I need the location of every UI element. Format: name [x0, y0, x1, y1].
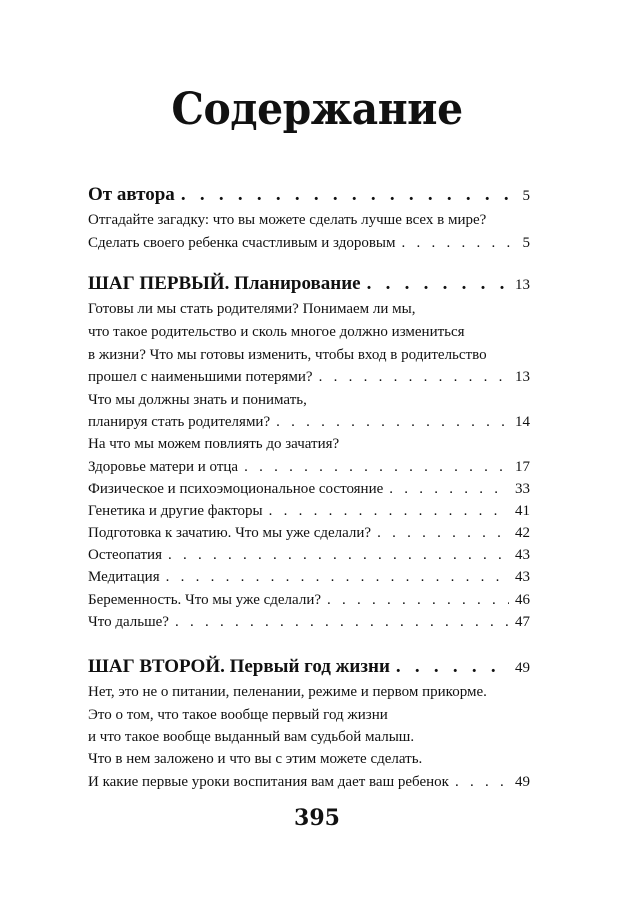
dot-leader: [396, 655, 509, 679]
dot-leader: [327, 590, 509, 610]
toc-page-number: 46: [515, 592, 530, 608]
dot-leader: [181, 183, 510, 207]
toc-page-number: 43: [515, 569, 530, 585]
toc-page-number: 41: [515, 503, 530, 519]
toc-entry-text: От автора: [88, 184, 175, 205]
toc-entry-text: Что мы должны знать и понимать,: [88, 392, 307, 408]
toc-entry-text: Подготовка к зачатию. Что мы уже сделали?: [88, 525, 372, 541]
dot-leader: [455, 772, 509, 792]
toc-page-number: 5: [522, 235, 530, 251]
toc-entry-text: Беременность. Что мы уже сделали?: [88, 592, 322, 608]
dot-leader: [367, 272, 509, 296]
toc-entry-text: Генетика и другие факторы: [88, 503, 263, 519]
toc-entry: [88, 612, 530, 632]
dot-leader: [319, 367, 509, 387]
toc-entry: [88, 705, 530, 725]
toc-page-number: 14: [515, 414, 530, 430]
toc-section-heading: [88, 655, 530, 680]
toc-entry-text: ШАГ ПЕРВЫЙ. Планирование: [88, 273, 361, 294]
toc-entry-text: Что в нем заложено и что вы с этим можете сделать.: [88, 751, 423, 767]
toc-entry: [88, 367, 530, 387]
toc-page-number: 13: [515, 369, 530, 385]
toc-entry: [88, 727, 530, 747]
toc-entry-text: что такое родительство и сколь многое должно измениться: [88, 324, 465, 340]
toc-entry: [88, 590, 530, 610]
toc-entry-text: Здоровье матери и отца: [88, 459, 239, 475]
toc-entry-text: И какие первые уроки воспитания вам дает ваш ребенок: [88, 774, 449, 790]
toc-entry: [88, 210, 530, 230]
toc-entry: [88, 772, 530, 792]
toc-entry-text: планируя стать родителями?: [88, 414, 271, 430]
toc-entry: [88, 412, 530, 432]
toc-entry-text: ШАГ ВТОРОЙ. Первый год жизни: [88, 656, 390, 677]
toc-page-number: 47: [515, 614, 530, 630]
toc-entry: [88, 457, 530, 477]
toc-entry: [88, 322, 530, 342]
toc-entry: [88, 567, 530, 587]
toc-entry: [88, 545, 530, 565]
toc-entry: [88, 390, 530, 410]
toc-entry: [88, 682, 530, 702]
toc-entry: [88, 233, 530, 253]
toc-entry: [88, 749, 530, 769]
toc-page-number: 13: [515, 277, 530, 293]
toc-entry: [88, 523, 530, 543]
dot-leader: [269, 501, 509, 521]
dot-leader: [175, 612, 509, 632]
dot-leader: [166, 567, 509, 587]
dot-leader: [168, 545, 509, 565]
toc-page-number: 49: [515, 774, 530, 790]
toc-entry-text: в жизни? Что мы готовы изменить, чтобы вход в родительство: [88, 347, 487, 363]
page-number: 395: [294, 805, 340, 831]
toc-page-number: 49: [515, 660, 530, 676]
toc-page-number: 33: [515, 481, 530, 497]
toc-page-number: 42: [515, 525, 530, 541]
toc-entry-text: Сделать своего ребенка счастливым и здоровым: [88, 235, 396, 251]
toc-entry: [88, 434, 530, 454]
toc-entry: [88, 501, 530, 521]
toc-entry-text: прошел с наименьшими потерями?: [88, 369, 313, 385]
toc-entry-text: Отгадайте загадку: что вы можете сделать лучше всех в мире?: [88, 212, 487, 228]
dot-leader: [377, 523, 509, 543]
toc-entry-text: Что дальше?: [88, 614, 169, 630]
toc-page-number: 17: [515, 459, 530, 475]
page-title: Содержание: [171, 84, 463, 135]
toc-page-number: 5: [522, 188, 530, 204]
toc-entry-text: Медитация: [88, 569, 160, 585]
toc-entry-text: Готовы ли мы стать родителями? Понимаем ли мы,: [88, 301, 416, 317]
toc-entry-text: Это о том, что такое вообще первый год жизни: [88, 707, 388, 723]
toc-entry-text: и что такое вообще выданный вам судьбой малыш.: [88, 729, 415, 745]
dot-leader: [401, 233, 510, 253]
dot-leader: [276, 412, 509, 432]
toc-entry-text: Физическое и психоэмоциональное состояние: [88, 481, 384, 497]
toc-entry: [88, 299, 530, 319]
toc-entry-text: На что мы можем повлиять до зачатия?: [88, 436, 340, 452]
toc-page-number: 43: [515, 547, 530, 563]
toc-entry-text: Остеопатия: [88, 547, 162, 563]
toc-entry: [88, 345, 530, 365]
dot-leader: [389, 479, 509, 499]
dot-leader: [244, 457, 509, 477]
toc-section-heading: [88, 183, 530, 208]
toc-entry: [88, 479, 530, 499]
toc-entry-text: Нет, это не о питании, пеленании, режиме и первом прикорме.: [88, 684, 487, 700]
toc-section-heading: [88, 272, 530, 297]
